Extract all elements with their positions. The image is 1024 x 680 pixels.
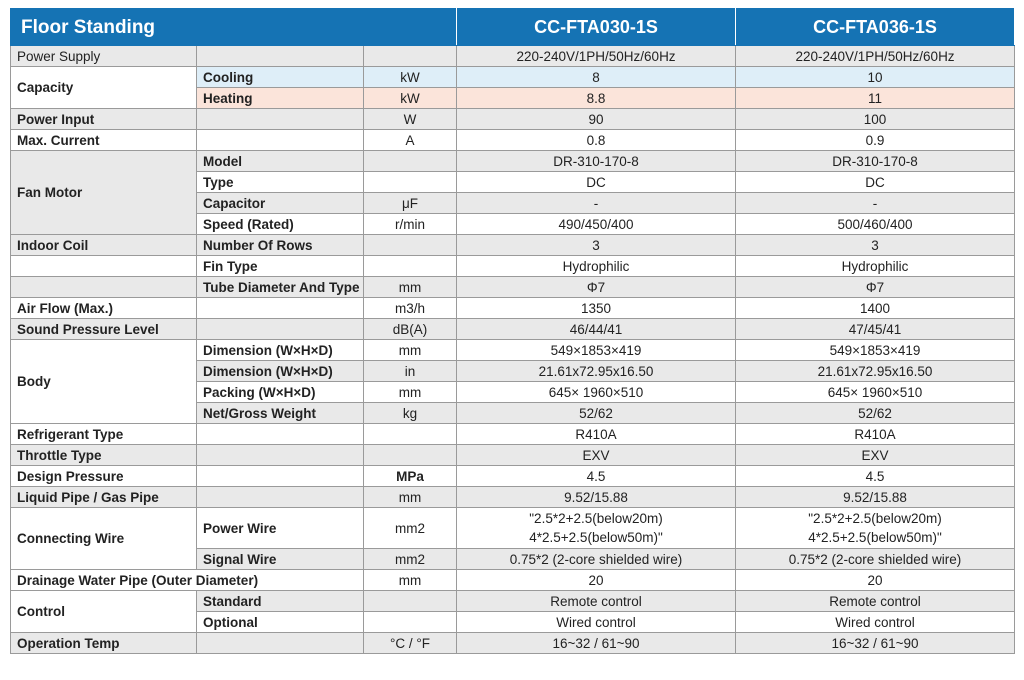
- table-row: [11, 235, 1015, 256]
- sub-label: Type: [197, 172, 364, 193]
- row-label: Indoor Coil: [11, 235, 197, 256]
- value-model-1: DC: [457, 172, 736, 193]
- model-header-2: CC-FTA036-1S: [736, 9, 1015, 46]
- unit: W: [364, 109, 457, 130]
- sub-label: Dimension (W×H×D): [197, 361, 364, 382]
- spec-sheet: [10, 8, 1014, 654]
- unit: mm: [364, 487, 457, 508]
- unit: mm: [364, 570, 457, 591]
- sub-label: Packing (W×H×D): [197, 382, 364, 403]
- value-model-1: 8: [457, 67, 736, 88]
- value-model-1: 3: [457, 235, 736, 256]
- table-row: [11, 633, 1015, 654]
- row-label: Capacity: [11, 67, 197, 109]
- row-label: Max. Current: [11, 130, 197, 151]
- table-row: [11, 256, 1015, 277]
- sub-label: Model: [197, 151, 364, 172]
- value-model-2: 220-240V/1PH/50Hz/60Hz: [736, 46, 1015, 67]
- value-model-2: 52/62: [736, 403, 1015, 424]
- table-row: [11, 298, 1015, 319]
- value-model-2: Remote control: [736, 591, 1015, 612]
- value-model-1: 0.8: [457, 130, 736, 151]
- value-model-2: 0.75*2 (2-core shielded wire): [736, 549, 1015, 570]
- unit: [364, 235, 457, 256]
- value-model-2: 1400: [736, 298, 1015, 319]
- value-model-2: EXV: [736, 445, 1015, 466]
- row-label: Throttle Type: [11, 445, 197, 466]
- value-model-1: 20: [457, 570, 736, 591]
- sub-label: Dimension (W×H×D): [197, 340, 364, 361]
- row-label: Power Input: [11, 109, 197, 130]
- table-row: [11, 277, 1015, 298]
- row-label: Operation Temp: [11, 633, 197, 654]
- value-model-1: 16~32 / 61~90: [457, 633, 736, 654]
- value-model-2: 47/45/41: [736, 319, 1015, 340]
- unit: kW: [364, 67, 457, 88]
- value-model-2: 9.52/15.88: [736, 487, 1015, 508]
- unit: [364, 591, 457, 612]
- value-model-2: R410A: [736, 424, 1015, 445]
- value-model-1: Wired control: [457, 612, 736, 633]
- value-model-1: 8.8: [457, 88, 736, 109]
- value-model-2: Φ7: [736, 277, 1015, 298]
- value-model-1: 9.52/15.88: [457, 487, 736, 508]
- unit: mm: [364, 382, 457, 403]
- table-row: [11, 424, 1015, 445]
- value-model-2: 11: [736, 88, 1015, 109]
- unit: μF: [364, 193, 457, 214]
- sub-label: Speed (Rated): [197, 214, 364, 235]
- table-row: [11, 445, 1015, 466]
- unit: kg: [364, 403, 457, 424]
- sub-label: Optional: [197, 612, 364, 633]
- value-model-2: 645× 1960×510: [736, 382, 1015, 403]
- value-model-2: 100: [736, 109, 1015, 130]
- row-label: Design Pressure: [11, 466, 197, 487]
- unit: mm2: [364, 549, 457, 570]
- table-row: [11, 46, 1015, 67]
- spec-table: [10, 8, 1015, 654]
- value-model-1: 46/44/41: [457, 319, 736, 340]
- row-label: Refrigerant Type: [11, 424, 197, 445]
- value-model-2: 500/460/400: [736, 214, 1015, 235]
- value-model-2: 4.5: [736, 466, 1015, 487]
- unit: mm2: [364, 508, 457, 549]
- sub-label: Signal Wire: [197, 549, 364, 570]
- value-model-2: DC: [736, 172, 1015, 193]
- value-line: 4*2.5+2.5(below50m)": [529, 530, 663, 545]
- value-model-1: Φ7: [457, 277, 736, 298]
- unit: r/min: [364, 214, 457, 235]
- value-model-1: 90: [457, 109, 736, 130]
- value-model-2: 549×1853×419: [736, 340, 1015, 361]
- value-model-1: 220-240V/1PH/50Hz/60Hz: [457, 46, 736, 67]
- unit: [364, 172, 457, 193]
- row-label: Air Flow (Max.): [11, 298, 197, 319]
- unit: A: [364, 130, 457, 151]
- value-model-1: 52/62: [457, 403, 736, 424]
- table-row: [11, 67, 1015, 88]
- value-model-2: 20: [736, 570, 1015, 591]
- table-row: [11, 319, 1015, 340]
- value-model-1: -: [457, 193, 736, 214]
- table-row: [11, 570, 1015, 591]
- row-label: Control: [11, 591, 197, 633]
- row-label: Liquid Pipe / Gas Pipe: [11, 487, 197, 508]
- value-model-1: [457, 508, 736, 549]
- unit: °C / °F: [364, 633, 457, 654]
- model-header-1: CC-FTA030-1S: [457, 9, 736, 46]
- row-label: Body: [11, 340, 197, 424]
- sub-label: Cooling: [197, 67, 364, 88]
- sub-label: Fin Type: [197, 256, 364, 277]
- unit: [364, 612, 457, 633]
- value-model-1: Hydrophilic: [457, 256, 736, 277]
- table-row: [11, 591, 1015, 612]
- unit: [364, 424, 457, 445]
- table-row: [11, 508, 1015, 549]
- table-header: [11, 9, 1015, 46]
- row-label: Power Supply: [11, 46, 197, 67]
- sub-label: Power Wire: [197, 508, 364, 549]
- value-model-2: -: [736, 193, 1015, 214]
- row-label: Drainage Water Pipe (Outer Diameter): [11, 570, 364, 591]
- unit: mm: [364, 340, 457, 361]
- unit: [364, 151, 457, 172]
- value-model-2: Hydrophilic: [736, 256, 1015, 277]
- value-model-1: 549×1853×419: [457, 340, 736, 361]
- unit: mm: [364, 277, 457, 298]
- value-model-1: 645× 1960×510: [457, 382, 736, 403]
- table-row: [11, 130, 1015, 151]
- unit: m3/h: [364, 298, 457, 319]
- value-model-1: 21.61x72.95x16.50: [457, 361, 736, 382]
- row-label: Sound Pressure Level: [11, 319, 197, 340]
- unit: kW: [364, 88, 457, 109]
- value-line: "2.5*2+2.5(below20m): [529, 511, 663, 526]
- value-model-1: 490/450/400: [457, 214, 736, 235]
- value-model-2: [736, 508, 1015, 549]
- value-model-2: 3: [736, 235, 1015, 256]
- sub-label: Tube Diameter And Type: [197, 277, 364, 298]
- sub-label: Capacitor: [197, 193, 364, 214]
- value-model-2: DR-310-170-8: [736, 151, 1015, 172]
- value-model-1: 0.75*2 (2-core shielded wire): [457, 549, 736, 570]
- unit: [364, 256, 457, 277]
- value-line: 4*2.5+2.5(below50m)": [808, 530, 942, 545]
- row-label: Fan Motor: [11, 151, 197, 235]
- value-line: "2.5*2+2.5(below20m): [808, 511, 942, 526]
- table-row: [11, 109, 1015, 130]
- value-model-2: 0.9: [736, 130, 1015, 151]
- value-model-2: Wired control: [736, 612, 1015, 633]
- unit: [364, 445, 457, 466]
- table-row: [11, 466, 1015, 487]
- value-model-1: Remote control: [457, 591, 736, 612]
- unit: MPa: [364, 466, 457, 487]
- sub-label: Heating: [197, 88, 364, 109]
- sub-label: Net/Gross Weight: [197, 403, 364, 424]
- page-title: Floor Standing: [11, 9, 457, 46]
- unit: dB(A): [364, 319, 457, 340]
- value-model-2: 16~32 / 61~90: [736, 633, 1015, 654]
- row-label: Connecting Wire: [11, 508, 197, 570]
- table-row: [11, 340, 1015, 361]
- value-model-2: 10: [736, 67, 1015, 88]
- sub-label: Standard: [197, 591, 364, 612]
- value-model-1: 4.5: [457, 466, 736, 487]
- value-model-1: DR-310-170-8: [457, 151, 736, 172]
- value-model-2: 21.61x72.95x16.50: [736, 361, 1015, 382]
- table-row: [11, 151, 1015, 172]
- table-row: [11, 487, 1015, 508]
- value-model-1: R410A: [457, 424, 736, 445]
- sub-label: Number Of Rows: [197, 235, 364, 256]
- value-model-1: EXV: [457, 445, 736, 466]
- value-model-1: 1350: [457, 298, 736, 319]
- unit: in: [364, 361, 457, 382]
